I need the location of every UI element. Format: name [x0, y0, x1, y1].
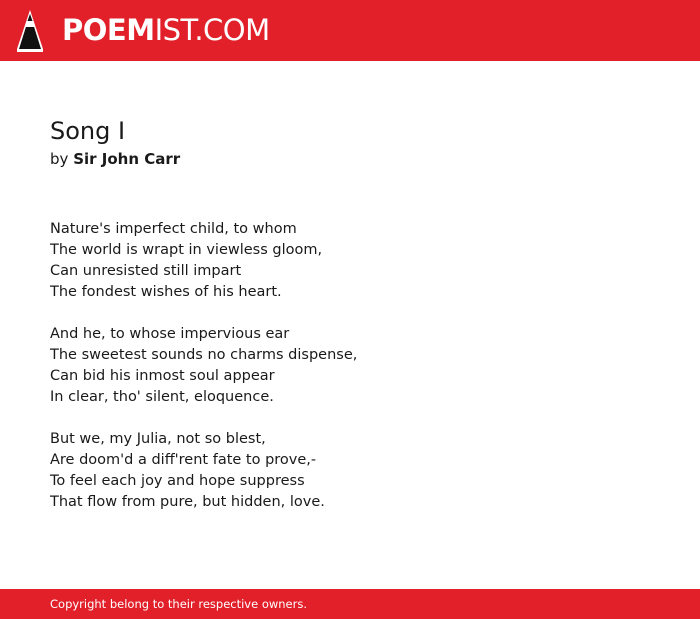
site-logo-text: [62, 12, 270, 48]
poem-line: The fondest wishes of his heart.: [50, 284, 282, 300]
poem-line: Can unresisted still impart: [50, 263, 242, 279]
poem-line: In clear, tho' silent, eloquence.: [50, 389, 274, 405]
poem-stanza: [50, 324, 650, 408]
poem-byline: [50, 149, 180, 169]
site-header: [0, 0, 700, 61]
poem-body: [50, 219, 650, 534]
poem-line: Can bid his inmost soul appear: [50, 368, 275, 384]
poem-title: Song I: [50, 117, 126, 145]
poem-line: But we, my Julia, not so blest,: [50, 431, 266, 447]
poem-line: To feel each joy and hope suppress: [50, 473, 305, 489]
poem-line: The world is wrapt in viewless gloom,: [50, 242, 323, 258]
poem-author: Sir John Carr: [73, 150, 181, 168]
poem-stanza: [50, 219, 650, 303]
poem-line: Nature's imperfect child, to whom: [50, 221, 297, 237]
logo-light-part: IST.COM: [154, 13, 270, 47]
logo-bold-part: POEM: [62, 13, 155, 47]
byline-prefix: by: [50, 150, 69, 168]
poem-line: And he, to whose impervious ear: [50, 326, 290, 342]
poem-line: The sweetest sounds no charms dispense,: [50, 347, 358, 363]
poem-line: That flow from pure, but hidden, love.: [50, 494, 325, 510]
poem-stanza: [50, 429, 650, 513]
poem-line: Are doom'd a diff'rent fate to prove,-: [50, 452, 317, 468]
site-footer: [0, 589, 700, 619]
pencil-tip-icon: [15, 9, 45, 53]
copyright-notice: Copyright belong to their respective owners.: [50, 597, 308, 611]
